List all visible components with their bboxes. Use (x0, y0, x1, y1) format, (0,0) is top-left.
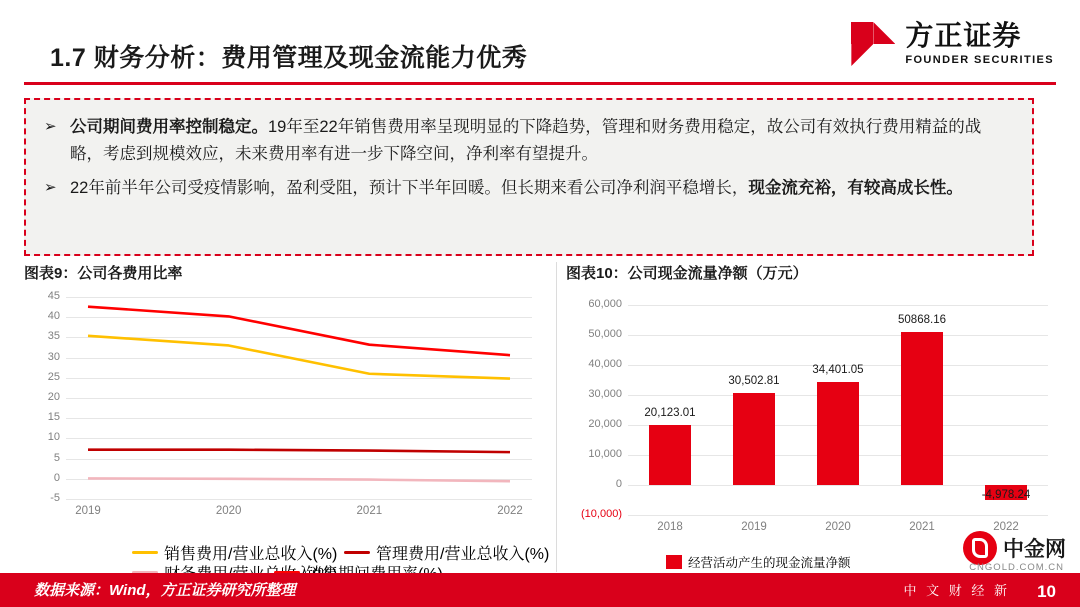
y-axis-tick-label: 50,000 (588, 328, 622, 340)
watermark (963, 531, 1066, 565)
source-note: 数据来源：Wind，方正证券研究所整理 (34, 582, 296, 599)
x-axis-tick-label: 2018 (657, 521, 683, 533)
title-divider (24, 82, 1056, 85)
logo-text-en: FOUNDER SECURITIES (905, 54, 1054, 66)
series-line (88, 307, 510, 355)
y-axis-tick-label: 15 (47, 411, 60, 424)
bar (733, 393, 775, 485)
legend-label: 销售费用/营业总收入(%) (164, 546, 338, 563)
bullet-marker-icon-2: ➢ (44, 179, 57, 197)
footer-right-text: 中 文 财 经 新 (903, 583, 1010, 598)
page-number: 10 (1037, 582, 1056, 601)
y-axis-tick-label: 0 (53, 471, 60, 484)
x-axis-tick-label: 2019 (75, 505, 101, 517)
logo-text-cn: 方正证券 (905, 20, 1022, 51)
bar-value-label: 20,123.01 (644, 406, 696, 419)
summary-bullet-1 (44, 114, 1012, 167)
series-line (88, 478, 510, 481)
gridline (628, 515, 1048, 516)
legend-swatch (132, 551, 158, 554)
summary-box (24, 98, 1034, 256)
summary-text-2-part-2: 现金流充裕，有较高成长性。 (748, 179, 963, 198)
watermark-name: 中金网 (1003, 538, 1066, 561)
bar-value-label: -4,978.24 (981, 489, 1031, 501)
chart10-plot-area (566, 287, 1056, 549)
series-line (88, 336, 510, 379)
series-line (88, 450, 510, 452)
legend-item (666, 553, 851, 571)
bar-value-label: 50868.16 (898, 314, 946, 327)
watermark-logo-icon (963, 531, 997, 565)
y-axis-tick-label: 30,000 (588, 388, 622, 400)
chart10-title: 图表10：公司现金流量净额（万元） (566, 265, 808, 282)
y-axis-tick-label: 25 (47, 370, 60, 383)
y-axis-tick-label: 35 (47, 330, 60, 343)
chart9-lines (24, 287, 552, 525)
x-axis-tick-label: 2020 (215, 505, 242, 517)
bullet-marker-icon: ➢ (44, 118, 57, 135)
x-axis-tick-label: 2019 (741, 521, 767, 533)
y-axis-tick-label: 40,000 (588, 358, 622, 370)
page-title: 1.7 财务分析：费用管理及现金流能力优秀 (50, 44, 528, 72)
summary-text-2 (70, 175, 963, 202)
company-logo (851, 22, 1054, 66)
legend-swatch (666, 555, 682, 569)
logo-mark-icon (851, 22, 895, 66)
x-axis-tick-label: 2021 (909, 521, 935, 533)
legend-label: 经营活动产生的现金流量净额 (688, 556, 851, 570)
y-axis-tick-label: 30 (47, 350, 60, 363)
bar (649, 425, 691, 485)
x-axis-tick-label: 2022 (497, 505, 523, 517)
y-axis-tick-label: 20 (47, 391, 60, 403)
chart9-title: 图表9：公司各费用比率 (24, 265, 183, 282)
x-axis-tick-label: 2021 (356, 505, 383, 517)
chart-panel-expense-ratios (24, 262, 552, 580)
y-axis-tick-label: 40 (47, 310, 60, 323)
y-axis-tick-label: 20,000 (588, 418, 622, 430)
summary-text-1-part-2: 19年至22年销售费用率呈现明显的下降趋势，管理和财务费用稳定，故公司有效执行费用精益的战略，考虑到规模效应，未来费用率有进一步下降空间，净利率有望提升。 (70, 118, 982, 163)
x-axis-tick-label: 2020 (825, 521, 851, 533)
y-axis-tick-label: 5 (53, 451, 60, 464)
y-axis-tick-label: 0 (615, 478, 622, 490)
x-axis-tick-label: 2022 (993, 521, 1019, 533)
y-axis-tick-label: 10 (47, 431, 60, 444)
bar-value-label: 34,401.05 (812, 363, 864, 376)
y-axis-tick-label: 10,000 (588, 448, 622, 460)
summary-text-1-part-1: 公司期间费用率控制稳定。 (70, 118, 268, 136)
summary-text-1 (70, 114, 1012, 167)
y-axis-tick-label: -5 (50, 492, 60, 504)
watermark-url: CNGOLD.COM.CN (969, 562, 1064, 573)
y-axis-tick-label: 60,000 (588, 298, 622, 310)
bar (901, 332, 943, 485)
bar-value-label: 30,502.81 (728, 375, 780, 388)
summary-text-2-part-1: 22年前半年公司受疫情影响，盈利受阻，预计下半年回暖。但长期来看公司净利润平稳增长， (70, 179, 749, 198)
bar (817, 382, 859, 485)
y-axis-tick-label: (10,000) (581, 508, 622, 520)
gridline (628, 335, 1048, 336)
legend-label: 管理费用/营业总收入(%) (376, 546, 550, 563)
panel-divider (556, 262, 557, 572)
summary-bullet-2 (44, 175, 1012, 202)
y-axis-tick-label: 45 (47, 290, 60, 302)
legend-swatch (344, 551, 370, 554)
chart9-plot-area (24, 287, 552, 537)
gridline (628, 305, 1048, 306)
